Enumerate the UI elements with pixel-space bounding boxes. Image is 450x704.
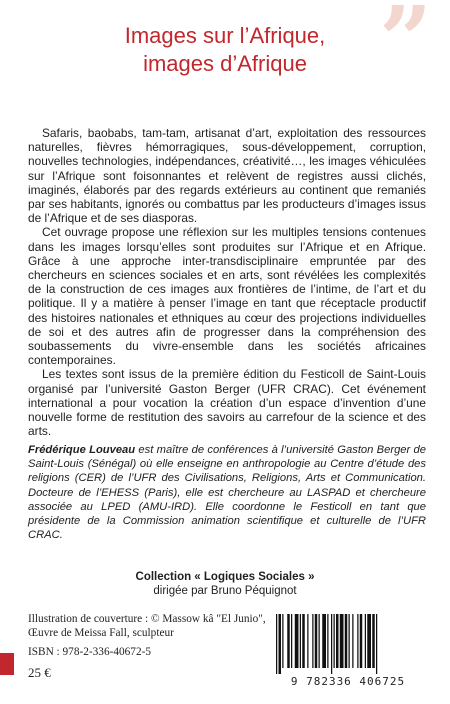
title-line-2: images d’Afrique (143, 51, 307, 76)
cover-credit-line-2: Œuvre de Meissa Fall, sculpteur (28, 627, 174, 639)
summary-paragraph-1: Safaris, baobabs, tam-tam, artisanat d’art, exploitation des ressources naturelles, fièvres hémorragiques, sous-développement, corruption, nouvelles technologies, indépendances, créativité…, les images véhiculées sur l’Afrique sont foisonnantes et relèvent de registres aussi clichés, imaginés, élaborés par des regards extérieurs au continent que remaniés par ses habitants, ignorés ou combattus par les producteurs d’images issus de l’Afrique et de ses diasporas. (28, 126, 426, 226)
barcode-bar (279, 614, 282, 674)
barcode-bar (307, 614, 308, 668)
barcode-bar (331, 614, 332, 674)
barcode-bar (282, 614, 283, 668)
barcode-bar (360, 614, 363, 668)
barcode-bar (302, 614, 305, 668)
barcode-bar (327, 614, 328, 668)
barcode-bar (352, 614, 353, 668)
barcode-bar (349, 614, 350, 668)
barcode-bar (376, 614, 377, 674)
cover-credit-line-1: Illustration de couverture : © Massow kâ "El Junio", (28, 613, 266, 625)
barcode-bar (287, 614, 290, 668)
collection-info (0, 570, 450, 598)
barcode-bar (336, 614, 339, 668)
cover-credit (28, 612, 266, 640)
barcode-number: 9 782336 406725 (290, 675, 406, 688)
barcode-bar (372, 614, 375, 668)
barcode-bar (367, 614, 371, 668)
isbn: ISBN : 978-2-336-40672-5 (28, 646, 152, 658)
back-cover-summary (28, 126, 426, 438)
barcode-bars (268, 612, 428, 674)
book-title (0, 22, 450, 78)
barcode-bar (319, 614, 320, 668)
barcode-bar (340, 614, 344, 668)
title-line-1: Images sur l’Afrique, (124, 23, 326, 48)
summary-paragraph-2: Cet ouvrage propose une réflexion sur les multiples tensions contenues dans les images lorsqu’elles sont produites sur l’Afrique et en Afrique. Grâce à une approche inter-transdisciplinaire empruntée par des chercheurs en sciences sociales et en arts, sont révélées les complexités de la construction de ces images aux frontières de l’intime, de l’art et du politique. Il y a matière à penser l’image en tant que réceptacle productif des histoires nationales et ethniques au cœur des projections individuelles de soi et des autres afin de progresser dans la compréhension des soubassements du vivre-ensemble dans les sociétés africaines contemporaines. (28, 225, 426, 368)
barcode-bar (322, 614, 326, 668)
red-accent-bar (0, 653, 14, 675)
quote-mark-decoration: ” (379, 0, 432, 94)
author-bio-text: est maître de conférences à l’université Gaston Berger de Saint-Louis (Sénégal) où elle enseigne en anthropologie au Centre d’étude des religions (CER) de l’UFR des Civilisations, Religions, Arts et Communication. Docteure de l’EHESS (Paris), elle est chercheure au LASPAD et chercheure associée au LPED (AMU-IRD). Elle coordonne le Festicoll en tant que présidente de la Commission animation scientifique et culturelle de l’UFR CRAC. (28, 444, 426, 542)
author-name: Frédérique Louveau (28, 444, 136, 456)
barcode-bar (295, 614, 299, 668)
barcode-bar (345, 614, 348, 668)
price: 25 € (28, 665, 51, 680)
barcode-bar (312, 614, 313, 668)
barcode-bar (357, 614, 358, 668)
collection-name: Collection « Logiques Sociales » (135, 571, 315, 583)
barcode-bar (276, 614, 277, 674)
barcode-bar (291, 614, 292, 668)
barcode-bar (315, 614, 318, 668)
barcode-bar (365, 614, 366, 668)
summary-paragraph-3: Les textes sont issus de la première édition du Festicoll de Saint-Louis organisé par l’université Gaston Berger (UFR CRAC). Cet événement international a pour vocation la création d’un espace d’invention d’une nouvelle forme de restitution des savoirs au carrefour de la science et des arts. (28, 367, 426, 439)
collection-director: dirigée par Bruno Péquignot (153, 585, 297, 597)
barcode-bar (300, 614, 301, 668)
author-bio (28, 443, 426, 542)
barcode (268, 612, 428, 688)
barcode-bar (334, 614, 335, 668)
